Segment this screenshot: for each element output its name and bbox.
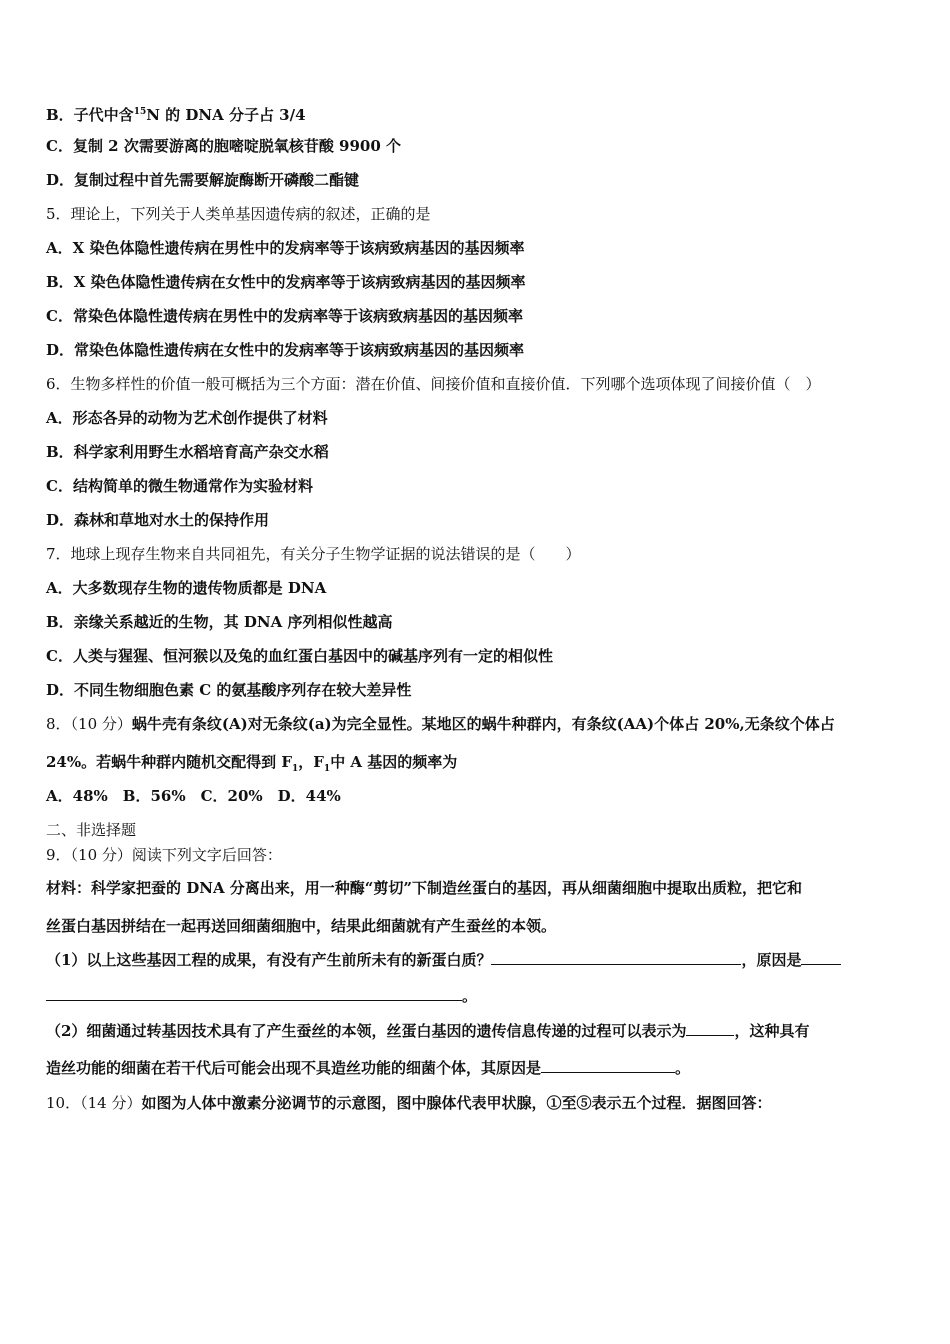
q10-stem: 10．（14 分）如图为人体中激素分泌调节的示意图，图中腺体代表甲状腺，①至⑤表示五个过程．据图回答： <box>46 1094 772 1112</box>
answer-blank[interactable] <box>801 950 841 965</box>
q7-stem: 7．地球上现存生物来自共同祖先，有关分子生物学证据的说法错误的是（ ） <box>46 545 581 563</box>
q9-material-line2: 丝蛋白基因拼结在一起再送回细菌细胞中，结果此细菌就有产生蚕丝的本领。 <box>46 917 557 935</box>
q8-stem-line1: 8．（10 分）蜗牛壳有条纹(A)对无条纹(a)为完全显性。某地区的蜗牛种群内，有条纹(AA)个体占 20%,无条纹个体占 <box>46 715 835 733</box>
q9-sub2-line1: （2）细菌通过转基因技术具有了产生蚕丝的本领，丝蛋白基因的遗传信息传递的过程可以表示为 ，这种具有 <box>46 1022 810 1040</box>
q9-stem: 9．（10 分）阅读下列文字后回答： <box>46 846 282 864</box>
q6-stem: 6．生物多样性的价值一般可概括为三个方面：潜在价值、间接价值和直接价值．下列哪个选项体现了间接价值（ ） <box>46 375 821 393</box>
q4-option-b: B．子代中含$^{15}$N 的 DNA 分子占 3/4 <box>46 106 306 124</box>
answer-blank[interactable] <box>491 950 741 965</box>
q7-option-a: A．大多数现存生物的遗传物质都是 DNA <box>46 579 327 597</box>
q9-sub1-continued: 。 <box>46 986 477 1006</box>
q4-option-d: D．复制过程中首先需要解旋酶断开磷酸二酯键 <box>46 171 360 189</box>
q7-option-b: B．亲缘关系越近的生物，其 DNA 序列相似性越高 <box>46 613 393 631</box>
q7-option-c: C．人类与猩猩、恒河猴以及兔的血红蛋白基因中的碱基序列有一定的相似性 <box>46 647 553 665</box>
q4-option-c: C．复制 2 次需要游离的胞嘧啶脱氧核苷酸 9900 个 <box>46 137 402 155</box>
q5-option-a: A．X 染色体隐性遗传病在男性中的发病率等于该病致病基因的基因频率 <box>46 239 525 257</box>
q6-option-a: A．形态各异的动物为艺术创作提供了材料 <box>46 409 328 427</box>
q8-stem-line2: 24%。若蜗牛种群内随机交配得到 $F_1$，$F_1$中 A 基因的频率为 <box>46 753 458 774</box>
answer-blank[interactable] <box>541 1058 675 1073</box>
q9-material-line1: 材料：科学家把蚕的 DNA 分离出来，用一种酶“剪切”下制造丝蛋白的基因，再从细菌细胞中提取出质粒，把它和 <box>46 879 803 897</box>
q5-option-b: B．X 染色体隐性遗传病在女性中的发病率等于该病致病基因的基因频率 <box>46 273 526 291</box>
q9-sub2-line2: 造丝功能的细菌在若干代后可能会出现不具造丝功能的细菌个体，其原因是 。 <box>46 1059 691 1077</box>
q6-option-c: C．结构简单的微生物通常作为实验材料 <box>46 477 313 495</box>
q9-sub1: （1）以上这些基因工程的成果，有没有产生前所未有的新蛋白质？ ，原因是 <box>46 950 841 970</box>
q6-option-b: B．科学家利用野生水稻培育高产杂交水稻 <box>46 443 329 461</box>
section-title: 二、非选择题 <box>46 821 137 839</box>
q5-option-c: C．常染色体隐性遗传病在男性中的发病率等于该病致病基因的基因频率 <box>46 307 523 325</box>
q7-option-d: D．不同生物细胞色素 C 的氨基酸序列存在较大差异性 <box>46 681 412 699</box>
answer-blank[interactable] <box>46 986 462 1001</box>
q6-option-d: D．森林和草地对水土的保持作用 <box>46 511 270 529</box>
q5-stem: 5．理论上，下列关于人类单基因遗传病的叙述，正确的是 <box>46 205 431 223</box>
q8-options: A．48% B．56% C．20% D．44% <box>46 787 341 805</box>
answer-blank[interactable] <box>686 1021 734 1036</box>
q5-option-d: D．常染色体隐性遗传病在女性中的发病率等于该病致病基因的基因频率 <box>46 341 525 359</box>
